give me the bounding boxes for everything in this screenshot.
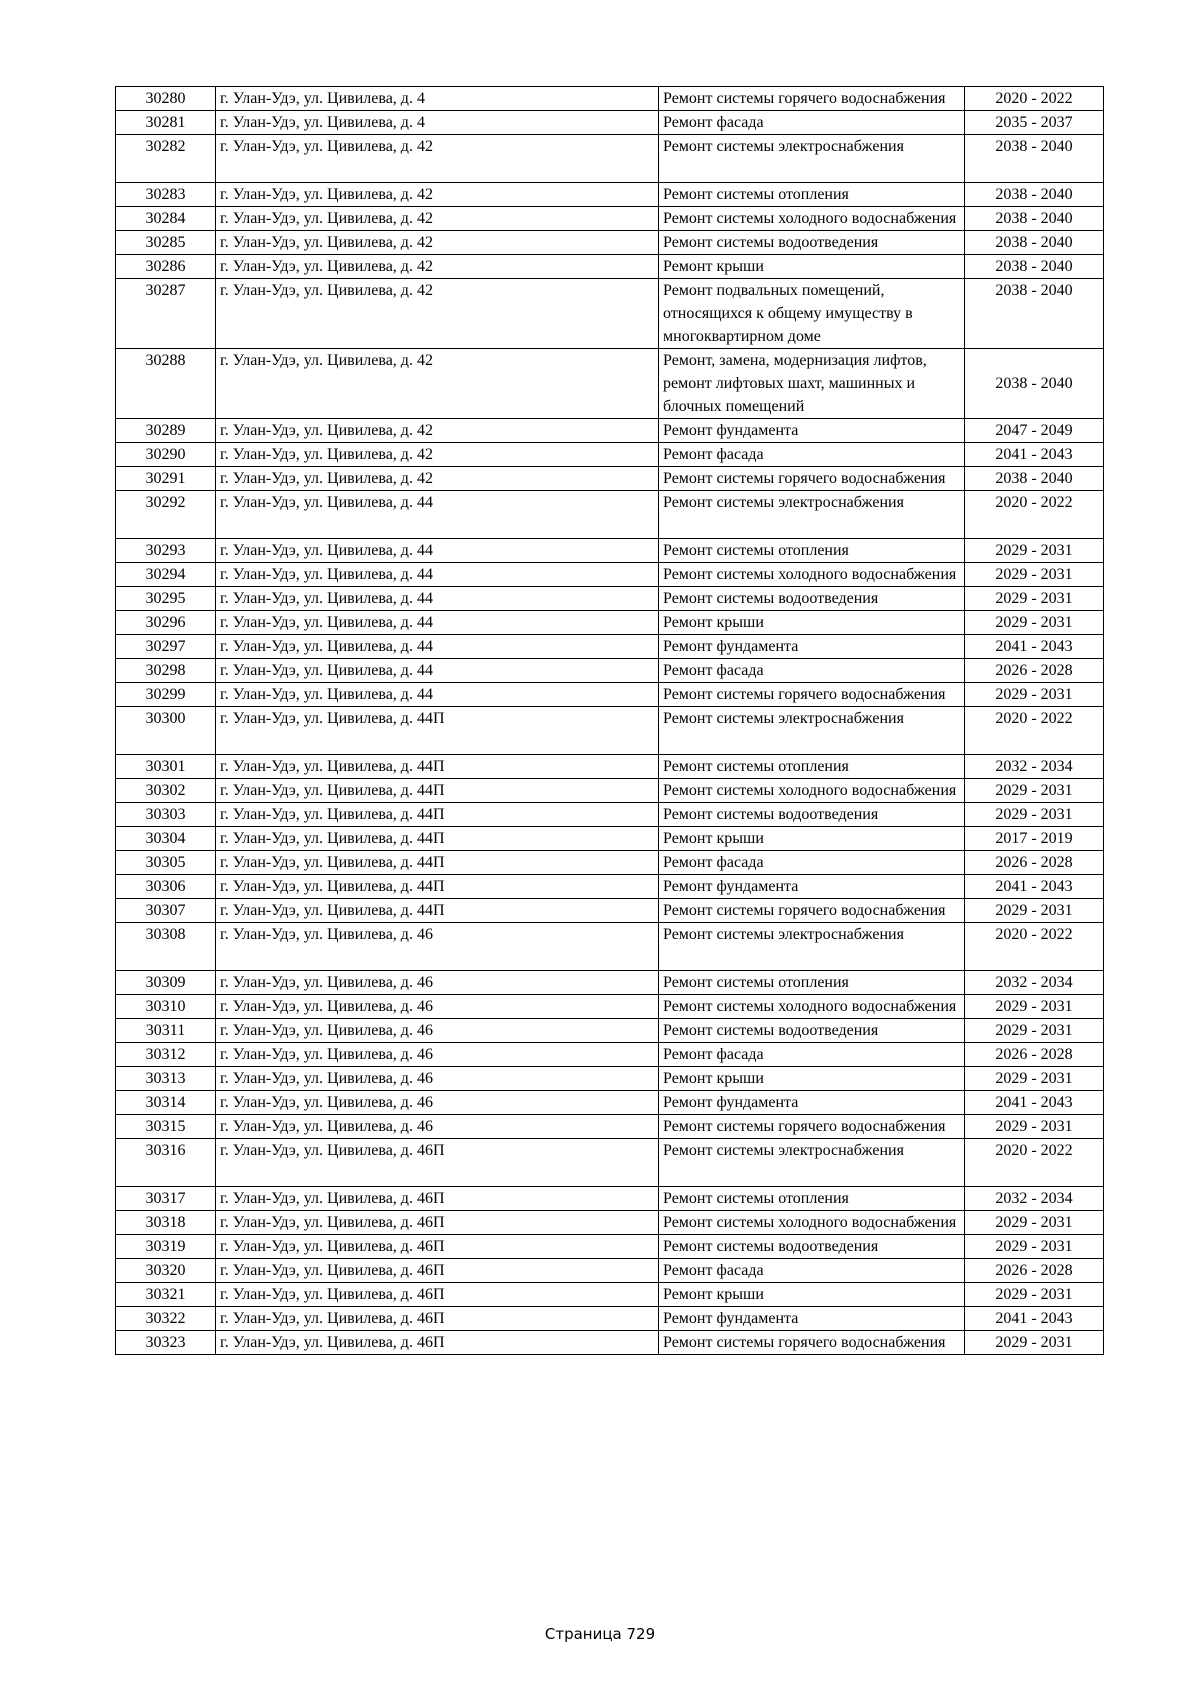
address-cell: г. Улан-Удэ, ул. Цивилева, д. 44 [216,611,659,635]
work-type-cell: Ремонт системы отопления [659,1187,965,1211]
address-cell: г. Улан-Удэ, ул. Цивилева, д. 46П [216,1307,659,1331]
record-number-cell: 30318 [116,1211,216,1235]
address-cell: г. Улан-Удэ, ул. Цивилева, д. 42 [216,255,659,279]
address-cell: г. Улан-Удэ, ул. Цивилева, д. 44 [216,683,659,707]
address-cell: г. Улан-Удэ, ул. Цивилева, д. 4 [216,87,659,111]
table-row [116,1067,1104,1091]
table-row [116,349,1104,419]
address-cell: г. Улан-Удэ, ул. Цивилева, д. 44П [216,851,659,875]
record-number-cell: 30292 [116,491,216,539]
record-number-cell: 30311 [116,1019,216,1043]
table-row [116,1235,1104,1259]
record-number-cell: 30314 [116,1091,216,1115]
address-cell: г. Улан-Удэ, ул. Цивилева, д. 42 [216,279,659,349]
record-number-cell: 30312 [116,1043,216,1067]
period-cell: 2026 - 2028 [965,659,1104,683]
table-row [116,1331,1104,1355]
work-type-cell: Ремонт системы горячего водоснабжения [659,1115,965,1139]
period-cell: 2029 - 2031 [965,563,1104,587]
work-type-cell: Ремонт системы холодного водоснабжения [659,563,965,587]
period-cell: 2020 - 2022 [965,923,1104,971]
period-cell: 2041 - 2043 [965,875,1104,899]
table-row [116,635,1104,659]
record-number-cell: 30296 [116,611,216,635]
work-type-cell: Ремонт системы горячего водоснабжения [659,467,965,491]
work-type-cell: Ремонт системы холодного водоснабжения [659,779,965,803]
work-type-cell: Ремонт фундамента [659,1091,965,1115]
table-row [116,899,1104,923]
work-type-cell: Ремонт системы электроснабжения [659,491,965,539]
record-number-cell: 30301 [116,755,216,779]
record-number-cell: 30320 [116,1259,216,1283]
period-cell: 2026 - 2028 [965,1043,1104,1067]
record-number-cell: 30281 [116,111,216,135]
period-cell: 2029 - 2031 [965,1115,1104,1139]
repair-schedule-table [115,86,1104,1355]
work-type-cell: Ремонт системы водоотведения [659,1235,965,1259]
address-cell: г. Улан-Удэ, ул. Цивилева, д. 44П [216,875,659,899]
table-row [116,875,1104,899]
work-type-cell: Ремонт системы холодного водоснабжения [659,207,965,231]
address-cell: г. Улан-Удэ, ул. Цивилева, д. 44П [216,779,659,803]
table-row [116,803,1104,827]
work-type-cell: Ремонт системы отопления [659,183,965,207]
table-row [116,1139,1104,1187]
record-number-cell: 30321 [116,1283,216,1307]
table-row [116,779,1104,803]
table-row [116,467,1104,491]
record-number-cell: 30286 [116,255,216,279]
period-cell: 2038 - 2040 [965,183,1104,207]
address-cell: г. Улан-Удэ, ул. Цивилева, д. 46П [216,1139,659,1187]
record-number-cell: 30319 [116,1235,216,1259]
address-cell: г. Улан-Удэ, ул. Цивилева, д. 44 [216,587,659,611]
work-type-cell: Ремонт системы холодного водоснабжения [659,1211,965,1235]
record-number-cell: 30283 [116,183,216,207]
table-row [116,827,1104,851]
work-type-cell: Ремонт системы холодного водоснабжения [659,995,965,1019]
address-cell: г. Улан-Удэ, ул. Цивилева, д. 46П [216,1259,659,1283]
period-cell: 2038 - 2040 [965,279,1104,349]
table-row [116,87,1104,111]
record-number-cell: 30306 [116,875,216,899]
work-type-cell: Ремонт крыши [659,1067,965,1091]
address-cell: г. Улан-Удэ, ул. Цивилева, д. 42 [216,183,659,207]
period-cell: 2029 - 2031 [965,539,1104,563]
table-row [116,1019,1104,1043]
period-cell: 2029 - 2031 [965,1331,1104,1355]
period-cell: 2029 - 2031 [965,779,1104,803]
record-number-cell: 30289 [116,419,216,443]
period-cell: 2047 - 2049 [965,419,1104,443]
table-row [116,707,1104,755]
record-number-cell: 30298 [116,659,216,683]
table-row [116,183,1104,207]
address-cell: г. Улан-Удэ, ул. Цивилева, д. 42 [216,231,659,255]
table-row [116,255,1104,279]
table-row [116,1211,1104,1235]
address-cell: г. Улан-Удэ, ул. Цивилева, д. 42 [216,135,659,183]
table-row [116,207,1104,231]
record-number-cell: 30300 [116,707,216,755]
work-type-cell: Ремонт системы электроснабжения [659,707,965,755]
period-cell: 2020 - 2022 [965,707,1104,755]
period-cell: 2020 - 2022 [965,491,1104,539]
period-cell: 2020 - 2022 [965,1139,1104,1187]
period-cell: 2017 - 2019 [965,827,1104,851]
record-number-cell: 30307 [116,899,216,923]
table-row [116,971,1104,995]
record-number-cell: 30284 [116,207,216,231]
address-cell: г. Улан-Удэ, ул. Цивилева, д. 42 [216,467,659,491]
address-cell: г. Улан-Удэ, ул. Цивилева, д. 44П [216,803,659,827]
table-row [116,587,1104,611]
record-number-cell: 30310 [116,995,216,1019]
address-cell: г. Улан-Удэ, ул. Цивилева, д. 46 [216,1115,659,1139]
period-cell: 2038 - 2040 [965,349,1104,419]
record-number-cell: 30295 [116,587,216,611]
record-number-cell: 30280 [116,87,216,111]
period-cell: 2041 - 2043 [965,443,1104,467]
address-cell: г. Улан-Удэ, ул. Цивилева, д. 44 [216,659,659,683]
record-number-cell: 30309 [116,971,216,995]
address-cell: г. Улан-Удэ, ул. Цивилева, д. 46П [216,1331,659,1355]
table-row [116,231,1104,255]
period-cell: 2038 - 2040 [965,135,1104,183]
period-cell: 2020 - 2022 [965,87,1104,111]
work-type-cell: Ремонт системы горячего водоснабжения [659,899,965,923]
period-cell: 2041 - 2043 [965,1307,1104,1331]
record-number-cell: 30291 [116,467,216,491]
table-row [116,1115,1104,1139]
work-type-cell: Ремонт фундамента [659,875,965,899]
record-number-cell: 30285 [116,231,216,255]
work-type-cell: Ремонт фундамента [659,635,965,659]
period-cell: 2029 - 2031 [965,1019,1104,1043]
work-type-cell: Ремонт системы электроснабжения [659,135,965,183]
work-type-cell: Ремонт крыши [659,1283,965,1307]
work-type-cell: Ремонт фасада [659,1259,965,1283]
period-cell: 2029 - 2031 [965,683,1104,707]
page-number: Страница 729 [544,1625,656,1643]
work-type-cell: Ремонт системы электроснабжения [659,1139,965,1187]
period-cell: 2038 - 2040 [965,207,1104,231]
table-row [116,995,1104,1019]
work-type-cell: Ремонт крыши [659,827,965,851]
address-cell: г. Улан-Удэ, ул. Цивилева, д. 44 [216,491,659,539]
work-type-cell: Ремонт фундамента [659,419,965,443]
address-cell: г. Улан-Удэ, ул. Цивилева, д. 46 [216,1043,659,1067]
period-cell: 2032 - 2034 [965,755,1104,779]
work-type-cell: Ремонт системы отопления [659,971,965,995]
period-cell: 2035 - 2037 [965,111,1104,135]
record-number-cell: 30315 [116,1115,216,1139]
address-cell: г. Улан-Удэ, ул. Цивилева, д. 46 [216,1019,659,1043]
period-cell: 2026 - 2028 [965,851,1104,875]
address-cell: г. Улан-Удэ, ул. Цивилева, д. 46П [216,1211,659,1235]
address-cell: г. Улан-Удэ, ул. Цивилева, д. 42 [216,207,659,231]
work-type-cell: Ремонт крыши [659,255,965,279]
record-number-cell: 30313 [116,1067,216,1091]
address-cell: г. Улан-Удэ, ул. Цивилева, д. 46 [216,1067,659,1091]
work-type-cell: Ремонт системы отопления [659,755,965,779]
table-body [116,87,1104,1355]
address-cell: г. Улан-Удэ, ул. Цивилева, д. 44П [216,755,659,779]
address-cell: г. Улан-Удэ, ул. Цивилева, д. 42 [216,443,659,467]
table-row [116,1091,1104,1115]
address-cell: г. Улан-Удэ, ул. Цивилева, д. 46 [216,971,659,995]
record-number-cell: 30299 [116,683,216,707]
period-cell: 2029 - 2031 [965,1211,1104,1235]
record-number-cell: 30303 [116,803,216,827]
period-cell: 2029 - 2031 [965,611,1104,635]
period-cell: 2041 - 2043 [965,1091,1104,1115]
work-type-cell: Ремонт, замена, модернизация лифтов, ремонт лифтовых шахт, машинных и блочных помещений [659,349,965,419]
table-row [116,111,1104,135]
record-number-cell: 30322 [116,1307,216,1331]
address-cell: г. Улан-Удэ, ул. Цивилева, д. 44П [216,899,659,923]
table-row [116,755,1104,779]
work-type-cell: Ремонт системы горячего водоснабжения [659,683,965,707]
address-cell: г. Улан-Удэ, ул. Цивилева, д. 44П [216,707,659,755]
table-row [116,279,1104,349]
period-cell: 2038 - 2040 [965,467,1104,491]
address-cell: г. Улан-Удэ, ул. Цивилева, д. 46П [216,1235,659,1259]
address-cell: г. Улан-Удэ, ул. Цивилева, д. 46 [216,923,659,971]
address-cell: г. Улан-Удэ, ул. Цивилева, д. 44П [216,827,659,851]
work-type-cell: Ремонт системы отопления [659,539,965,563]
address-cell: г. Улан-Удэ, ул. Цивилева, д. 42 [216,419,659,443]
work-type-cell: Ремонт системы горячего водоснабжения [659,87,965,111]
work-type-cell: Ремонт фасада [659,111,965,135]
work-type-cell: Ремонт системы электроснабжения [659,923,965,971]
work-type-cell: Ремонт фундамента [659,1307,965,1331]
record-number-cell: 30290 [116,443,216,467]
address-cell: г. Улан-Удэ, ул. Цивилева, д. 4 [216,111,659,135]
table-row [116,1259,1104,1283]
table-row [116,135,1104,183]
address-cell: г. Улан-Удэ, ул. Цивилева, д. 46П [216,1283,659,1307]
address-cell: г. Улан-Удэ, ул. Цивилева, д. 46 [216,995,659,1019]
record-number-cell: 30305 [116,851,216,875]
period-cell: 2029 - 2031 [965,1235,1104,1259]
record-number-cell: 30316 [116,1139,216,1187]
period-cell: 2038 - 2040 [965,231,1104,255]
record-number-cell: 30288 [116,349,216,419]
record-number-cell: 30294 [116,563,216,587]
record-number-cell: 30302 [116,779,216,803]
work-type-cell: Ремонт системы водоотведения [659,803,965,827]
period-cell: 2029 - 2031 [965,1067,1104,1091]
table-row [116,419,1104,443]
period-cell: 2029 - 2031 [965,587,1104,611]
period-cell: 2026 - 2028 [965,1259,1104,1283]
record-number-cell: 30287 [116,279,216,349]
period-cell: 2041 - 2043 [965,635,1104,659]
table-row [116,1307,1104,1331]
work-type-cell: Ремонт фасада [659,443,965,467]
work-type-cell: Ремонт фасада [659,851,965,875]
table-row [116,1043,1104,1067]
table-row [116,491,1104,539]
record-number-cell: 30323 [116,1331,216,1355]
period-cell: 2032 - 2034 [965,971,1104,995]
address-cell: г. Улан-Удэ, ул. Цивилева, д. 46П [216,1187,659,1211]
table-row [116,563,1104,587]
address-cell: г. Улан-Удэ, ул. Цивилева, д. 44 [216,635,659,659]
table-row [116,683,1104,707]
record-number-cell: 30308 [116,923,216,971]
work-type-cell: Ремонт системы водоотведения [659,587,965,611]
period-cell: 2029 - 2031 [965,1283,1104,1307]
work-type-cell: Ремонт фасада [659,1043,965,1067]
address-cell: г. Улан-Удэ, ул. Цивилева, д. 42 [216,349,659,419]
period-cell: 2032 - 2034 [965,1187,1104,1211]
work-type-cell: Ремонт подвальных помещений, относящихся к общему имуществу в многоквартирном доме [659,279,965,349]
address-cell: г. Улан-Удэ, ул. Цивилева, д. 44 [216,539,659,563]
table-row [116,1283,1104,1307]
period-cell: 2029 - 2031 [965,995,1104,1019]
period-cell: 2029 - 2031 [965,803,1104,827]
record-number-cell: 30317 [116,1187,216,1211]
record-number-cell: 30304 [116,827,216,851]
table-row [116,659,1104,683]
work-type-cell: Ремонт фасада [659,659,965,683]
record-number-cell: 30282 [116,135,216,183]
work-type-cell: Ремонт крыши [659,611,965,635]
period-cell: 2038 - 2040 [965,255,1104,279]
table-row [116,611,1104,635]
table-row [116,1187,1104,1211]
table-row [116,443,1104,467]
record-number-cell: 30297 [116,635,216,659]
address-cell: г. Улан-Удэ, ул. Цивилева, д. 44 [216,563,659,587]
table-row [116,923,1104,971]
table-row [116,851,1104,875]
work-type-cell: Ремонт системы горячего водоснабжения [659,1331,965,1355]
work-type-cell: Ремонт системы водоотведения [659,231,965,255]
record-number-cell: 30293 [116,539,216,563]
period-cell: 2029 - 2031 [965,899,1104,923]
address-cell: г. Улан-Удэ, ул. Цивилева, д. 46 [216,1091,659,1115]
work-type-cell: Ремонт системы водоотведения [659,1019,965,1043]
table-row [116,539,1104,563]
